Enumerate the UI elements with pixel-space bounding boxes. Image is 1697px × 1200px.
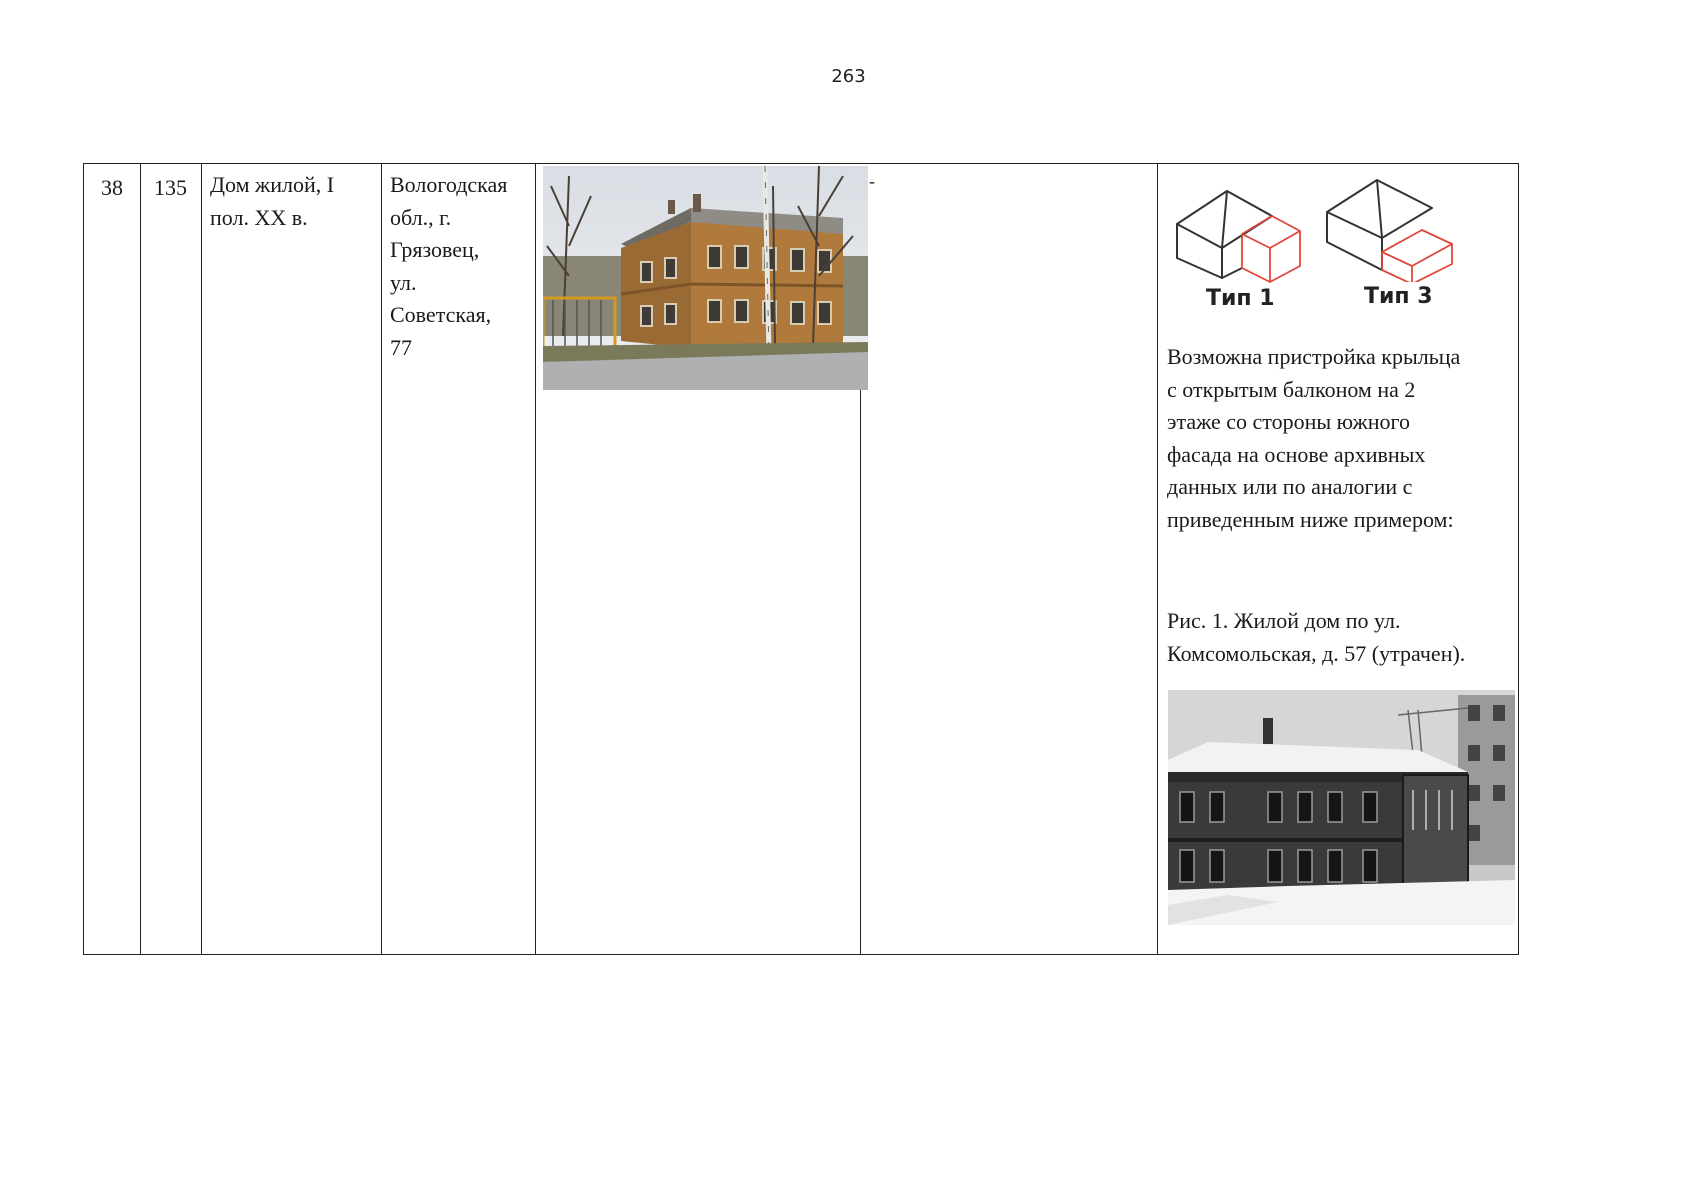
recommendation-line: фасада на основе архивных	[1167, 441, 1426, 467]
address-line: ул.	[390, 269, 417, 295]
registry-number-text: 135	[154, 175, 187, 200]
object-address	[390, 169, 540, 364]
object-name-line: пол. XX в.	[210, 204, 308, 230]
object-name-line: Дом жилой, I	[210, 172, 335, 197]
page-number: 263	[831, 66, 866, 87]
column-divider	[860, 390, 861, 954]
address-line: Советская,	[390, 302, 492, 327]
recommendation-text	[1167, 341, 1507, 536]
recommendation-line: приведенным ниже примером:	[1167, 506, 1454, 532]
row-number-text: 38	[101, 175, 123, 200]
recommendation-line: с открытым балконом на 2	[1167, 376, 1416, 402]
figure-caption	[1167, 605, 1512, 670]
address-line: обл., г.	[390, 204, 452, 230]
address-line: Вологодская	[390, 172, 508, 197]
address-line: 77	[390, 334, 412, 360]
porch-type-1-diagram	[1172, 176, 1312, 291]
building-photo	[543, 166, 868, 390]
object-name	[210, 169, 380, 234]
porch-type-1-label: Тип 1	[1206, 286, 1275, 311]
recommendation-line: данных или по аналогии с	[1167, 474, 1413, 499]
recommendation-line: этаже со стороны южного	[1167, 409, 1411, 434]
caption-line: Рис. 1. Жилой дом по ул.	[1167, 608, 1401, 633]
caption-line: Комсомольская, д. 57 (утрачен).	[1167, 640, 1466, 666]
recommendation-line: Возможна пристройка крыльца	[1167, 344, 1461, 369]
registry-number	[140, 172, 201, 205]
historical-photo	[1168, 690, 1515, 925]
column-divider	[1157, 164, 1158, 954]
column-divider	[381, 164, 382, 954]
porch-type-3-label: Тип 3	[1364, 284, 1433, 309]
empty-cell-dash: -	[869, 171, 875, 191]
porch-type-3-diagram	[1322, 172, 1462, 287]
row-number	[84, 172, 140, 205]
column-divider	[140, 164, 141, 954]
column-divider	[201, 164, 202, 954]
address-line: Грязовец,	[390, 237, 480, 262]
